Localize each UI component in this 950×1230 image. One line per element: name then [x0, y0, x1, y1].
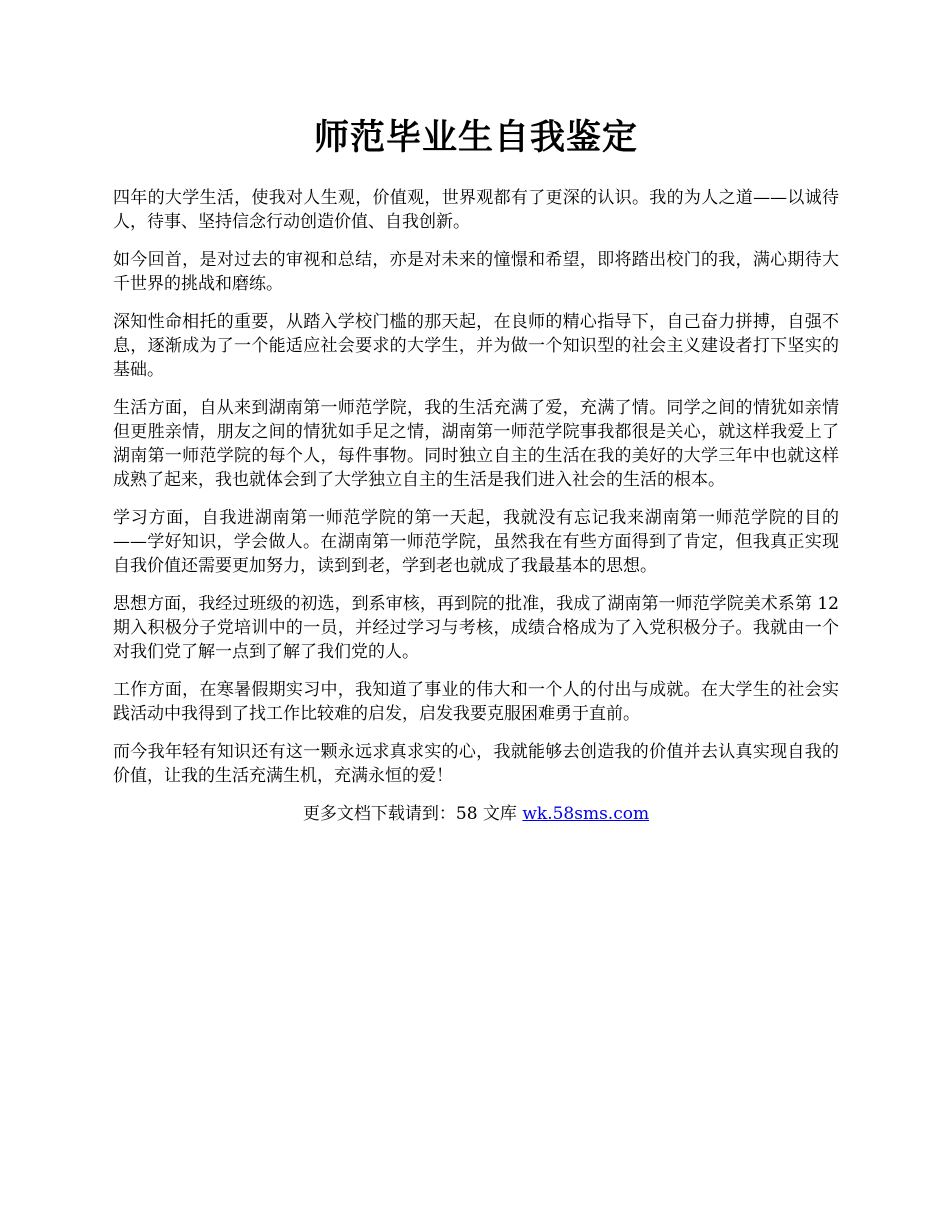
- download-footer: [113, 802, 839, 826]
- document-page: [113, 110, 839, 826]
- paragraph-intro: 四年的大学生活，使我对人生观，价值观，世界观都有了更深的认识。我的为人之道——以诚待人，待事、坚持信念行动创造价值、自我创新。: [113, 188, 839, 232]
- paragraph-work: 工作方面，在寒暑假期实习中，我知道了事业的伟大和一个人的付出与成就。在大学生的社会实践活动中我得到了找工作比较难的启发，启发我要克服困难勇于直前。: [113, 680, 839, 724]
- document-title: 师范毕业生自我鉴定: [313, 118, 638, 158]
- paragraph-growth: 深知性命相托的重要，从踏入学校门槛的那天起，在良师的精心指导下，自己奋力拼搏，自强不息，逐渐成为了一个能适应社会要求的大学生，并为做一个知识型的社会主义建设者打下坚实的基础。: [113, 312, 839, 380]
- paragraph-conclusion: 而今我年轻有知识还有这一颗永远求真求实的心，我就能够去创造我的价值并去认真实现自我的价值，让我的生活充满生机，充满永恒的爱！: [113, 742, 839, 786]
- footer-link[interactable]: wk.58sms.com: [522, 804, 650, 824]
- paragraph-life: 生活方面，自从来到湖南第一师范学院，我的生活充满了爱，充满了情。同学之间的情犹如亲情但更胜亲情，朋友之间的情犹如手足之情，湖南第一师范学院事我都很是关心，就这样我爱上了湖南第一师范学院的每个人，每件事物。同时独立自主的生活在我的美好的大学三年中也就这样成熟了起来，我也就体会到了大学独立自主的生活是我们进入社会的生活的根本。: [113, 398, 839, 490]
- paragraph-thought: 思想方面，我经过班级的初选，到系审核，再到院的批准，我成了湖南第一师范学院美术系第 12 期入积极分子党培训中的一员，并经过学习与考核，成绩合格成为了入党积极分子。我就由一个对我们党了解一点到了解了我们党的人。: [113, 594, 839, 662]
- paragraph-retrospect: 如今回首，是对过去的审视和总结，亦是对未来的憧憬和希望，即将踏出校门的我，满心期待大千世界的挑战和磨练。: [113, 250, 839, 294]
- footer-text: 更多文档下载请到：58 文库: [302, 804, 523, 824]
- paragraph-study: 学习方面，自我进湖南第一师范学院的第一天起，我就没有忘记我来湖南第一师范学院的目的——学好知识，学会做人。在湖南第一师范学院，虽然我在有些方面得到了肯定，但我真正实现自我价值还需要更加努力，读到到老，学到老也就成了我最基本的思想。: [113, 508, 839, 576]
